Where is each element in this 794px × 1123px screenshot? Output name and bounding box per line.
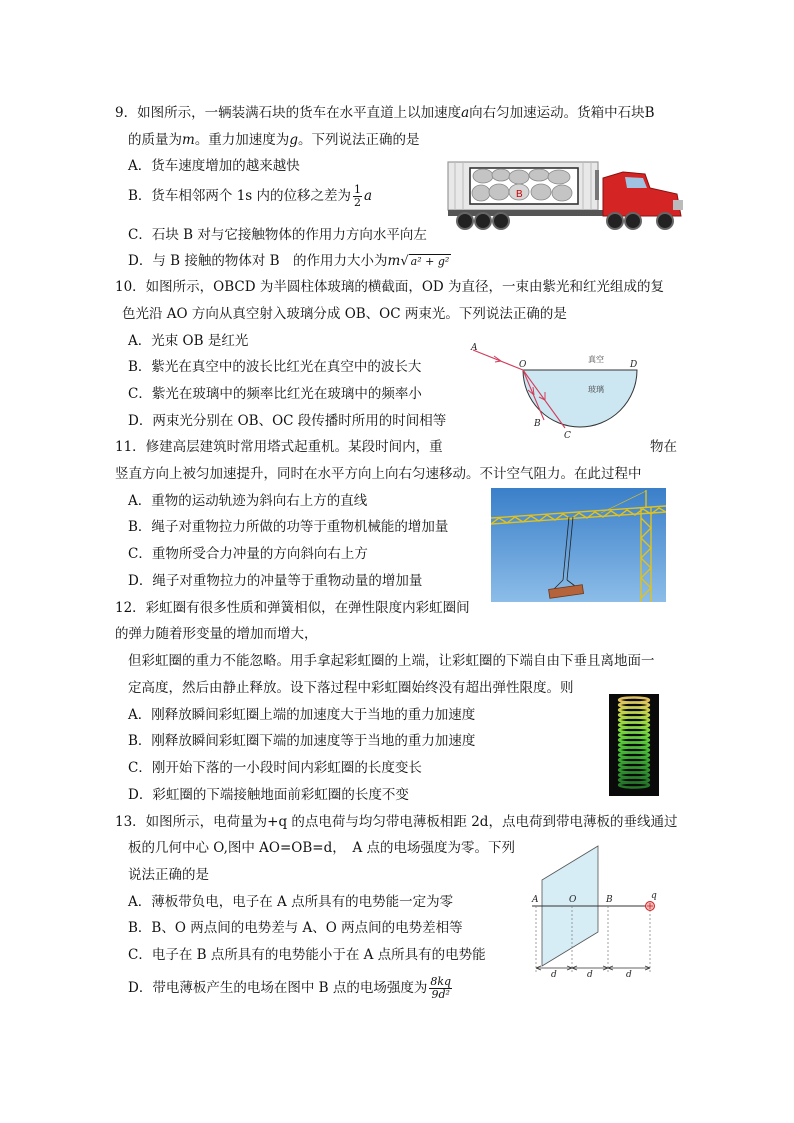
q9-option-a: A．货车速度增加的越来越快: [128, 158, 300, 174]
q12-stem-line2: 的弹力随着形变量的增加而增大，: [115, 626, 318, 642]
label-b: B: [534, 419, 541, 429]
q11-stem-line1a: 11．修建高层建筑时常用塔式起重机。某段时间内，重: [115, 439, 443, 455]
q11-option-b: B．绳子对重物拉力所做的功等于重物机械能的增加量: [128, 519, 449, 535]
label-o: O: [569, 895, 577, 905]
q9-option-d: D．与 B 接触的物体对 B 的作用力大小为m√ a² + g²: [128, 253, 450, 269]
q12-option-b: B．刚释放瞬间彩虹圈下端的加速度等于当地的重力加速度: [128, 733, 476, 749]
q10-option-a: A．光束 OB 是红光: [128, 333, 249, 349]
q9-stem-line2: 的质量为m。重力加速度为g。下列说法正确的是: [128, 132, 420, 148]
q9-stem-line1: 9．如图所示，一辆装满石块的货车在水平直道上以加速度a向右匀加速运动。货箱中石块B: [115, 105, 655, 121]
q11-option-d: D．绳子对重物拉力的冲量等于重物动量的增加量: [128, 573, 423, 589]
q12-option-c: C．刚开始下落的一小段时间内彩虹圈的长度变长: [128, 760, 422, 776]
q10-option-d: D．两束光分别在 OB、OC 段传播时所用的时间相等: [128, 413, 447, 429]
glass-semicircle-figure: [465, 340, 650, 442]
charged-plate-figure: [520, 838, 670, 983]
q10-option-b: B．紫光在真空中的波长比红光在真空中的波长大: [128, 359, 422, 375]
q11-stem-line1b: 物在: [650, 439, 677, 455]
q13-option-d: D．带电薄板产生的电场在图中 B 点的电场强度为 $\frac{8kq}{\text{9d²}}$: [128, 975, 452, 1001]
q13-stem-line2: 板的几何中心 O,图中 AO=OB=d， A 点的电场强度为零。下列: [128, 840, 516, 856]
q11-stem-line2: 竖直方向上被匀加速提升，同时在水平方向上向右匀速移动。不计空气阻力。在此过程中: [115, 466, 642, 482]
stone-b-label: B: [516, 189, 523, 200]
q12-option-d: D．彩虹圈的下端接触地面前彩虹圈的长度不变: [128, 787, 409, 803]
q12-stem-line3: 但彩虹圈的重力不能忽略。用手拿起彩虹圈的上端，让彩虹圈的下端自由下垂且离地面一: [128, 653, 655, 669]
q11-option-c: C．重物所受合力冲量的方向斜向右上方: [128, 546, 368, 562]
label-b: B: [606, 895, 613, 905]
q10-option-c: C．紫光在玻璃中的频率比红光在玻璃中的频率小: [128, 386, 422, 402]
label-glass: 玻璃: [588, 385, 604, 394]
label-d1: d: [551, 970, 557, 980]
label-a: A: [532, 895, 539, 905]
q13-option-b: B．B、O 两点间的电势差与 A、O 两点间的电势差相等: [128, 920, 463, 936]
q13-option-a: A．薄板带负电，电子在 A 点所具有的电势能一定为零: [128, 894, 454, 910]
label-vacuum: 真空: [588, 355, 604, 364]
label-d: D: [630, 360, 638, 370]
q13-stem-line3: 说法正确的是: [128, 867, 209, 883]
label-d3: d: [626, 970, 632, 980]
q10-stem-line1: 10．如图所示，OBCD 为半圆柱体玻璃的横截面，OD 为直径，一束由紫光和红光组成的复: [115, 279, 665, 295]
q9-option-c: C．石块 B 对与它接触物体的作用力方向水平向左: [128, 227, 427, 243]
crane-photo: [491, 488, 666, 602]
label-q: q: [651, 891, 657, 901]
truck-figure: [445, 160, 687, 235]
q12-stem-line4: 定高度，然后由静止释放。设下落过程中彩虹圈始终没有超出弹性限度。则: [128, 680, 574, 696]
incident-ray-ao: [473, 350, 523, 370]
q12-option-a: A．刚释放瞬间彩虹圈上端的加速度大于当地的重力加速度: [128, 707, 476, 723]
label-c: C: [564, 431, 571, 441]
q13-option-c: C．电子在 B 点所具有的电势能小于在 A 点所具有的电势能: [128, 947, 486, 963]
label-o: O: [519, 360, 527, 370]
fraction-one-half: $\frac{1}{2}$: [354, 183, 362, 209]
q12-stem-line1: 12．彩虹圈有很多性质和弹簧相似，在弹性限度内彩虹圈间: [115, 600, 470, 616]
q10-stem-line2: 色光沿 AO 方向从真空射入玻璃分成 OB、OC 两束光。下列说法正确的是: [122, 306, 567, 322]
label-d2: d: [587, 970, 593, 980]
q11-option-a: A．重物的运动轨迹为斜向右上方的直线: [128, 493, 368, 509]
fraction-8kq-over-9d2: $\frac{8kq}{\text{9d²}}$: [430, 975, 452, 1001]
q13-stem-line1: 13．如图所示，电荷量为+q 的点电荷与均匀带电薄板相距 2d，点电荷到带电薄板的垂线通过: [115, 814, 678, 830]
slinky-photo: [609, 694, 659, 796]
label-a: A: [471, 343, 478, 353]
q9-option-b: B．货车相邻两个 1s 内的位移之差为 $\frac{1}{2}$ a: [128, 183, 373, 209]
